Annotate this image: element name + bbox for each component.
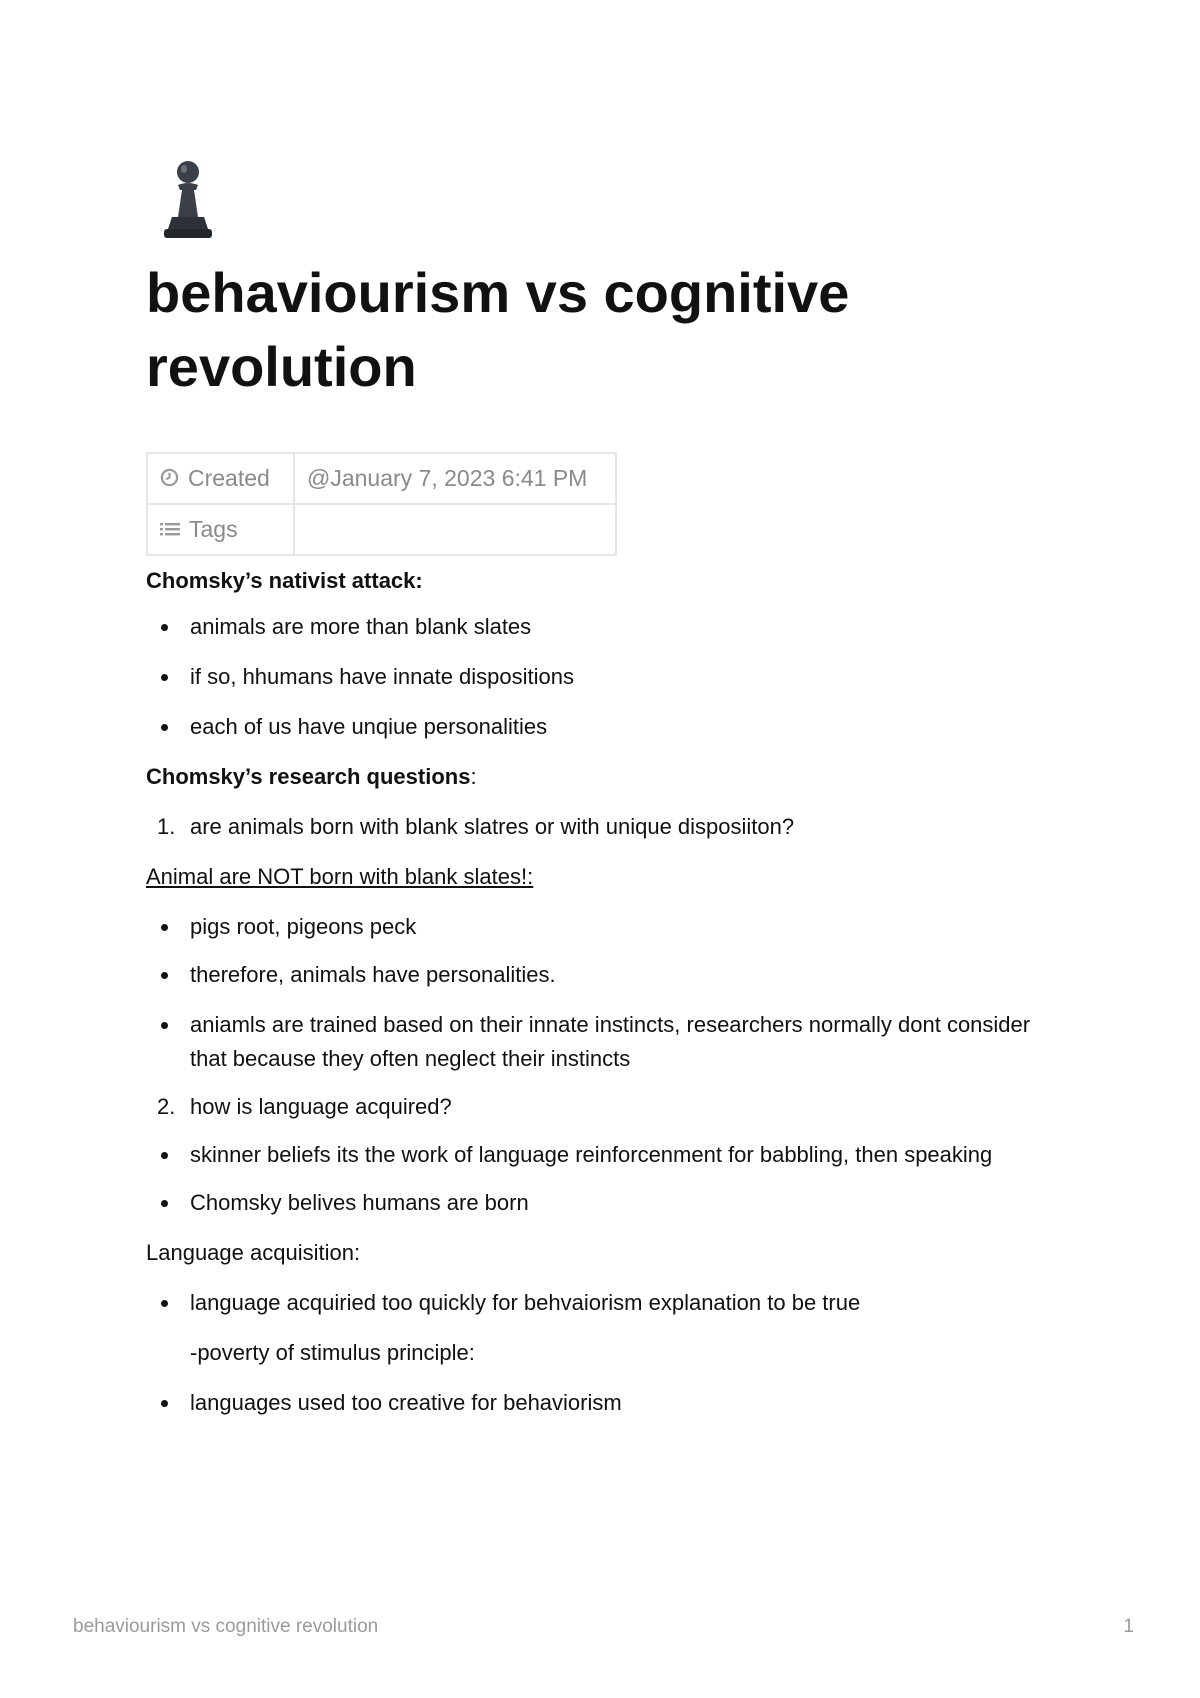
property-value-tags[interactable] <box>294 504 616 555</box>
section-heading-underlined: Animal are NOT born with blank slates!: <box>146 864 534 889</box>
section-heading: Chomsky’s nativist attack: <box>146 568 423 593</box>
list-item: skinner beliefs its the work of language reinforcenment for babbling, then speaking <box>146 1138 1046 1172</box>
property-key <box>147 504 294 555</box>
numbered-item <box>146 1090 1046 1124</box>
list-item: if so, hhumans have innate dispositions <box>146 660 1046 694</box>
property-row-created <box>147 453 616 504</box>
page-title: behaviourism vs cognitive revolution <box>146 261 850 398</box>
properties-table <box>146 452 617 556</box>
section-heading <box>146 760 1046 794</box>
footer-title: behaviourism vs cognitive revolution <box>73 1616 379 1637</box>
property-label: Tags <box>189 516 238 542</box>
list-item: each of us have unqiue personalities <box>146 710 1046 744</box>
list-item: animals are more than blank slates <box>146 610 1046 644</box>
list-subtext: -poverty of stimulus principle: <box>190 1340 475 1365</box>
property-value-created[interactable]: @January 7, 2023 6:41 PM <box>294 453 616 504</box>
list-item: aniamls are trained based on their innate instincts, researchers normally dont consider that because they often neglect their instincts <box>146 1008 1046 1076</box>
list-item: therefore, animals have personalities. <box>146 958 1046 992</box>
section-heading-bold: Chomsky’s research questions <box>146 764 471 789</box>
item-number: 2. <box>157 1094 176 1119</box>
item-text: how is language acquired? <box>190 1094 452 1119</box>
list-icon <box>160 520 180 538</box>
page-content <box>146 564 1046 1420</box>
list-item: language acquiried too quickly for behvaiorism explanation to be true <box>146 1286 1046 1320</box>
footer-page-number: 1 <box>1123 1616 1134 1637</box>
numbered-item <box>146 810 1046 844</box>
property-label: Created <box>188 465 270 491</box>
clock-icon <box>160 468 179 487</box>
list-item: Chomsky belives humans are born <box>146 1186 1046 1220</box>
list-item: languages used too creative for behaviorism <box>146 1386 1046 1420</box>
property-key <box>147 453 294 504</box>
item-number: 1. <box>157 814 176 839</box>
item-text: are animals born with blank slatres or with unique disposiiton? <box>190 814 795 839</box>
section-heading-colon: : <box>470 764 477 789</box>
section-heading: Language acquisition: <box>146 1240 361 1265</box>
property-row-tags <box>147 504 616 555</box>
list-item: pigs root, pigeons peck <box>146 910 1046 944</box>
chess-pawn-icon <box>158 157 218 243</box>
